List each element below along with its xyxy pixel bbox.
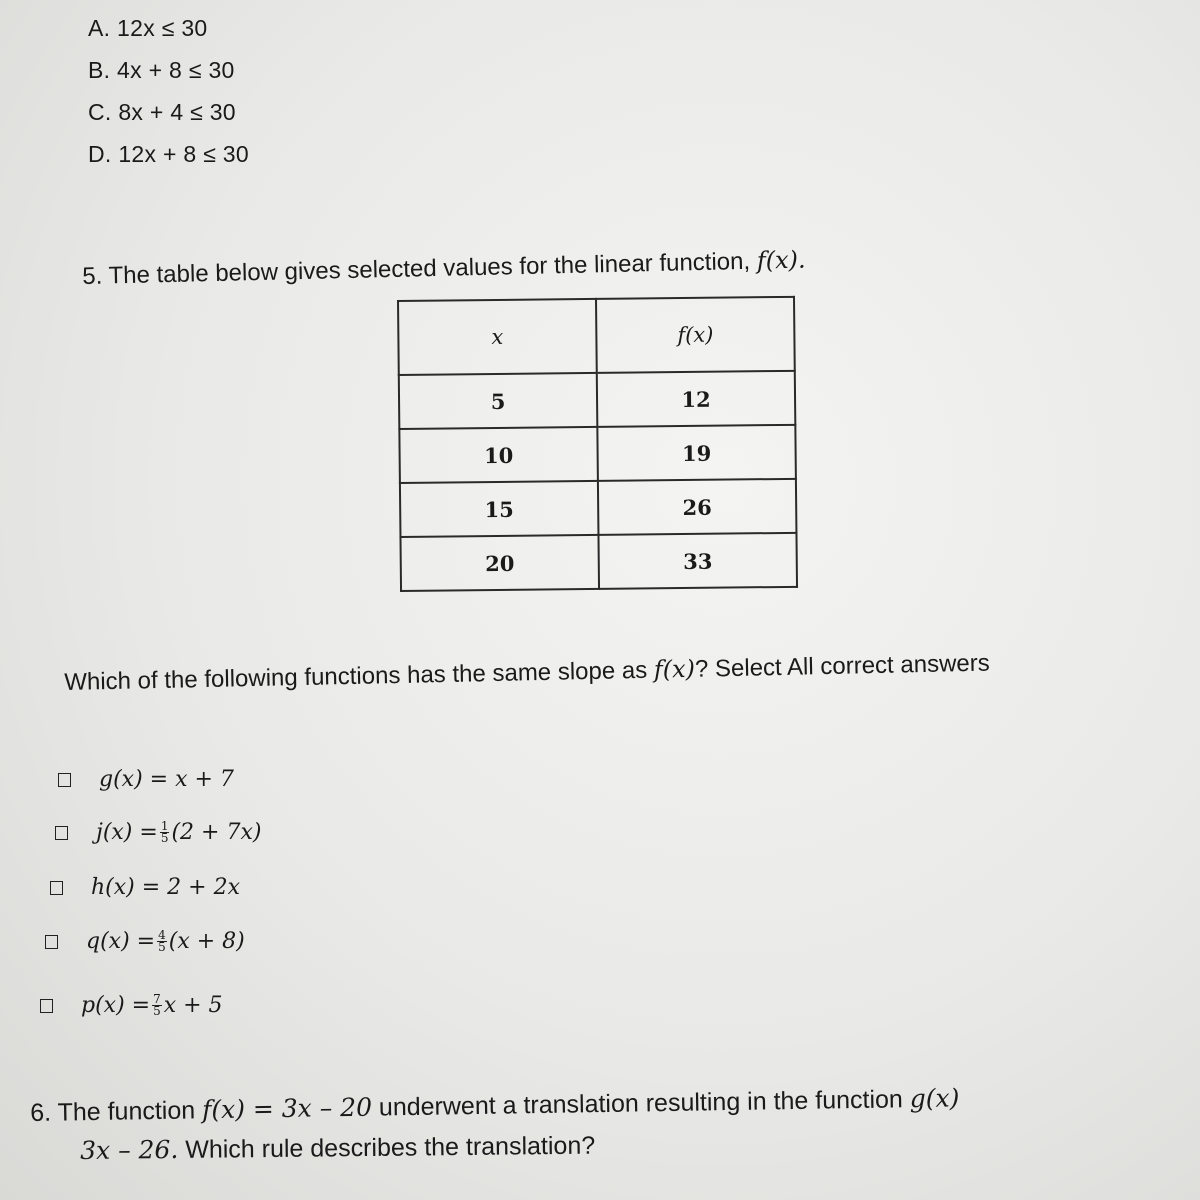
checkbox[interactable] — [55, 826, 68, 840]
question-5-prompt: 5. The table below gives selected values for the linear function, f(x). — [82, 245, 806, 290]
option-q[interactable]: q(x) = $\frac{4}{5}$ (x + 8) — [45, 929, 245, 954]
checkbox[interactable] — [50, 881, 63, 895]
fraction: $\frac{4}{5}$ — [158, 928, 166, 954]
option-j[interactable]: j(x) = $\frac{1}{5}$ (2 + 7x) — [55, 820, 261, 845]
fraction: $\frac{7}{5}$ — [153, 992, 161, 1018]
question-5-subprompt: Which of the following functions has the same slope as f(x)? Select All correct answers — [64, 649, 990, 696]
checkbox[interactable] — [40, 999, 53, 1013]
header-x: x — [398, 299, 597, 375]
question-6-line-1: 6. The function f(x) = 3x – 20 underwent a translation resulting in the function g(x) — [30, 1083, 960, 1127]
checkbox[interactable] — [58, 773, 71, 787]
question-6-line-2: 3x – 26. Which rule describes the translation? — [80, 1131, 596, 1165]
choice-a: A. 12x ≤ 30 — [88, 15, 208, 41]
table-row: 15 26 — [400, 479, 797, 537]
header-fx: f(x) — [596, 297, 795, 373]
choice-d: D. 12x + 8 ≤ 30 — [88, 141, 249, 167]
option-p[interactable]: p(x) = $\frac{7}{5}$ x + 5 — [40, 993, 223, 1018]
choice-b: B. 4x + 8 ≤ 30 — [88, 57, 235, 83]
fraction: $\frac{1}{5}$ — [160, 819, 169, 845]
table-row: 20 33 — [400, 533, 797, 591]
table-header-row — [398, 297, 795, 375]
option-h[interactable]: h(x) = 2 + 2x — [50, 875, 240, 900]
values-table — [397, 296, 798, 592]
table-row: 5 12 — [399, 371, 796, 429]
table-row: 10 19 — [399, 425, 796, 483]
checkbox[interactable] — [45, 935, 58, 949]
choice-c: C. 8x + 4 ≤ 30 — [88, 99, 236, 125]
option-g[interactable]: g(x) = x + 7 — [58, 767, 234, 792]
